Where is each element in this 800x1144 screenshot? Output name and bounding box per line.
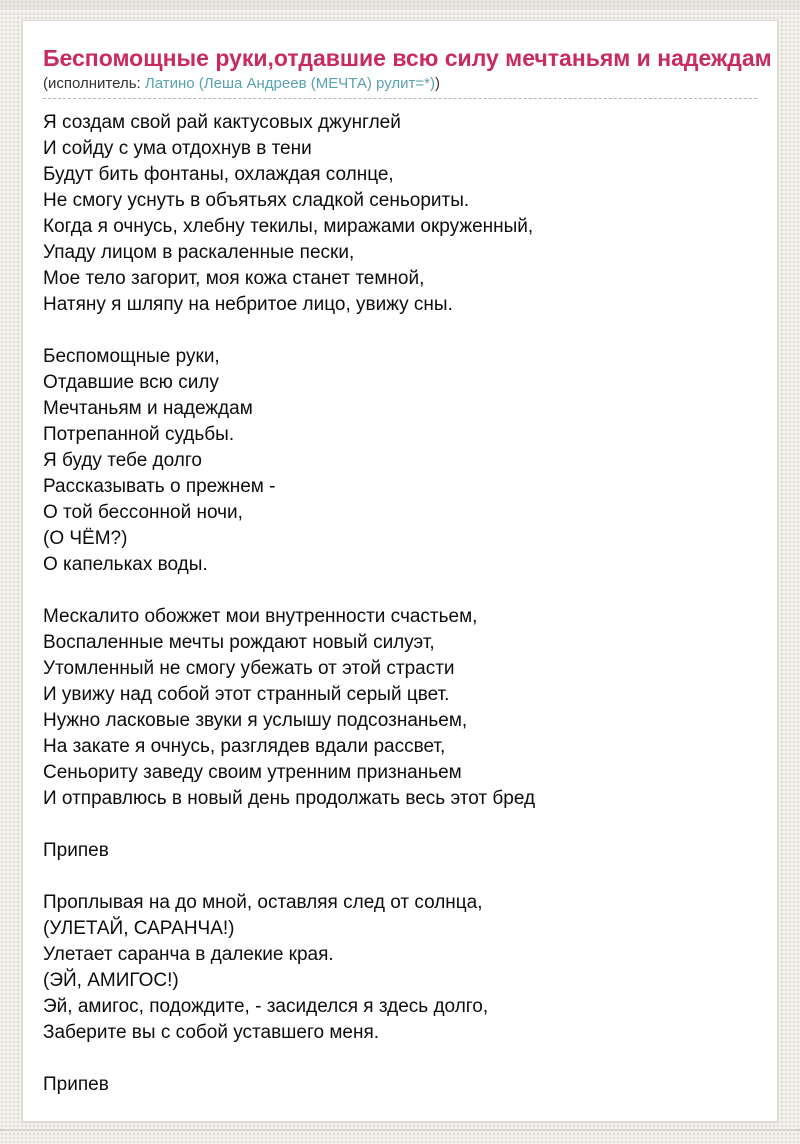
page-bottom-seam [0, 1129, 800, 1131]
lyric-line [43, 318, 757, 344]
lyrics-text [43, 110, 757, 1098]
lyric-line: И отправлюсь в новый день продолжать весь этот бред [43, 788, 536, 809]
lyric-line: Отдавшие всю силу [43, 372, 219, 393]
lyric-line: На закате я очнусь, разглядев вдали рассвет, [43, 736, 446, 757]
lyric-line: О капельках воды. [43, 554, 208, 575]
lyric-line: Когда я очнусь, хлебну текилы, миражами окруженный, [43, 216, 534, 237]
lyric-line: (О ЧЁМ?) [43, 528, 128, 549]
lyric-line: Мечтаньям и надеждам [43, 398, 253, 419]
lyric-line: Я буду тебе долго [43, 450, 202, 471]
lyric-line: О той бессонной ночи, [43, 502, 243, 523]
lyric-line: Сеньориту заведу своим утренним признаньем [43, 762, 462, 783]
artist-row [43, 74, 757, 99]
lyric-line: Заберите вы с собой уставшего меня. [43, 1022, 380, 1043]
lyric-line: Припев [43, 1074, 109, 1095]
lyric-line: Потрепанной судьбы. [43, 424, 235, 445]
lyric-line: Мое тело загорит, моя кожа станет темной, [43, 268, 425, 289]
lyric-line: Воспаленные мечты рождают новый силуэт, [43, 632, 435, 653]
page-title: Беспомощные руки,отдавшие всю силу мечтаньям и надеждам [43, 45, 772, 71]
artist-label-suffix: ) [434, 75, 440, 92]
lyric-line: И увижу над собой этот странный серый цвет. [43, 684, 450, 705]
lyric-line: Беспомощные руки, [43, 346, 220, 367]
lyric-line: Проплывая на до мной, оставляя след от солнца, [43, 892, 483, 913]
lyric-line: Припев [43, 840, 109, 861]
lyric-line: Мескалито обожжет мои внутренности счастьем, [43, 606, 478, 627]
lyric-line: Улетает саранча в далекие края. [43, 944, 334, 965]
lyric-line [43, 1046, 757, 1072]
lyric-line: Эй, амигос, подождите, - засиделся я здесь долго, [43, 996, 489, 1017]
artist-link[interactable]: Латино (Леша Андреев (МЕЧТА) рулит=*) [144, 75, 435, 92]
lyric-line: Я создам свой рай кактусовых джунглей [43, 112, 401, 133]
lyric-line: Утомленный не смогу убежать от этой страсти [43, 658, 455, 679]
lyric-line [43, 812, 757, 838]
lyric-line: Будут бить фонтаны, охлаждая солнце, [43, 164, 394, 185]
lyric-line: Нужно ласковые звуки я услышу подсознаньем, [43, 710, 468, 731]
lyric-line: Не смогу уснуть в объятьях сладкой сеньориты. [43, 190, 470, 211]
lyric-line [43, 864, 757, 890]
page-top-strip [0, 0, 800, 11]
lyric-line: (УЛЕТАЙ, САРАНЧА!) [43, 918, 235, 939]
lyric-line: Рассказывать о прежнем - [43, 476, 276, 497]
lyric-line [43, 578, 757, 604]
lyric-line: Натяну я шляпу на небритое лицо, увижу сны. [43, 294, 453, 315]
lyric-line: Упаду лицом в раскаленные пески, [43, 242, 355, 263]
lyric-line: И сойду с ума отдохнув в тени [43, 138, 312, 159]
artist-label-prefix: (исполнитель: [43, 75, 145, 92]
lyrics-card [22, 20, 778, 1122]
lyric-line: (ЭЙ, АМИГОС!) [43, 970, 179, 991]
